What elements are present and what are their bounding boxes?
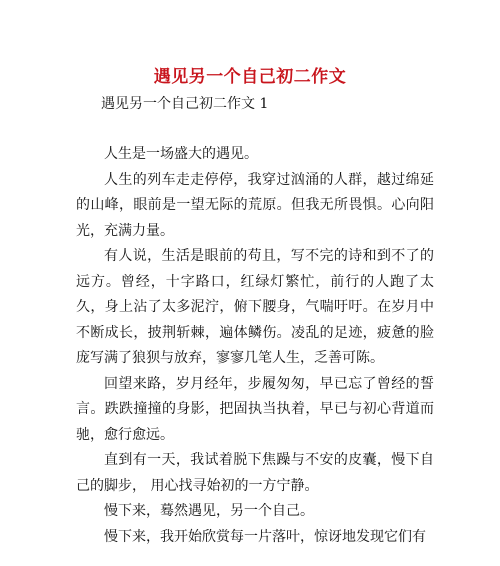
paragraph: 回望来路，岁月经年，步履匆匆，早已忘了曾经的誓言。跌跌撞撞的身影，把固执当执着，早已与初心背道而驰，愈行愈远。	[76, 375, 434, 443]
paragraph: 有人说，生活是眼前的苟且，写不完的诗和到不了的远方。曾经，十字路口，红绿灯繁忙，前行的人跑了太久，身上沾了太多泥泞，俯下腰身，气喘吁吁。在岁月中不断成长，披荆斩棘，遍体鳞伤。凌乱的足迹，疲惫的脸庞写满了狼狈与放弃，寥寥几笔人生，乏善可陈。	[76, 248, 434, 366]
document-body	[76, 142, 434, 550]
paragraph: 直到有一天，我试着脱下焦躁与不安的皮囊，慢下自己的脚步， 用心找寻始初的一方宁静。	[76, 452, 434, 494]
paragraph: 人生是一场盛大的遇见。	[104, 146, 258, 162]
document-title: 遇见另一个自己初二作文	[153, 67, 347, 87]
paragraph: 慢下来，蓦然遇见，另一个自己。	[104, 503, 314, 519]
paragraph: 人生的列车走走停停，我穿过汹涌的人群，越过绵延的山峰，眼前是一望无际的荒原。但我无所畏惧。心向阳光，充满力量。	[76, 171, 434, 239]
document-subtitle: 遇见另一个自己初二作文 1	[101, 96, 269, 112]
paragraph: 慢下来，我开始欣赏每一片落叶，惊讶地发现它们有	[104, 528, 426, 545]
